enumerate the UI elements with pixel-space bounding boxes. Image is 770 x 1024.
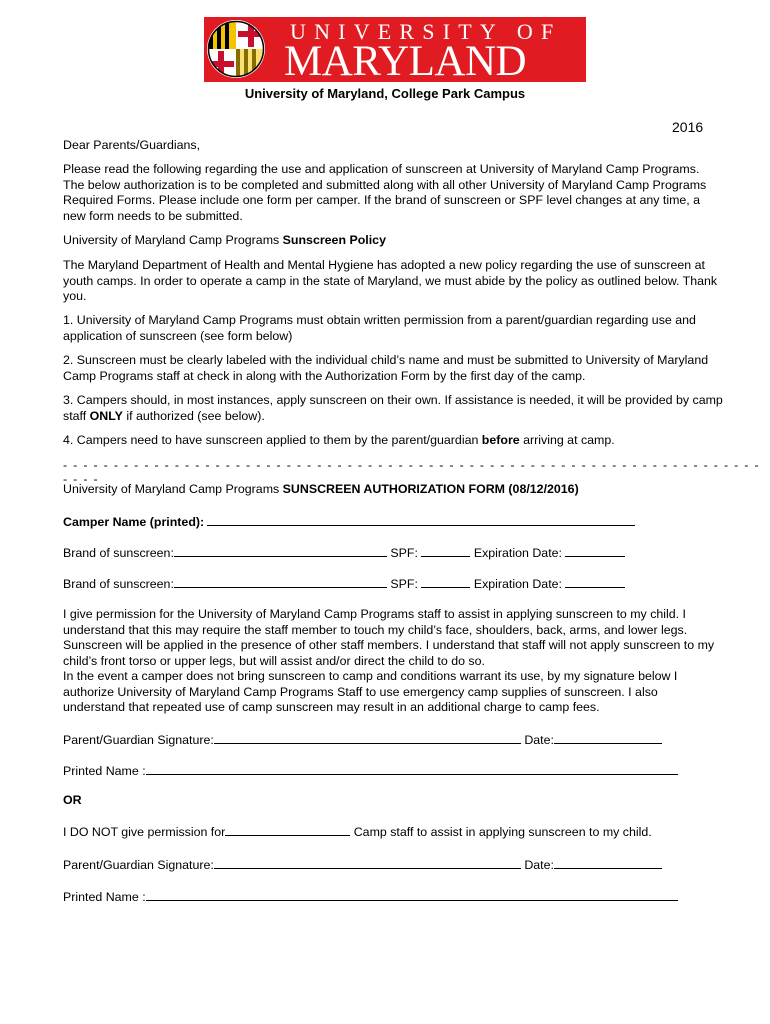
printed-name-row-1 xyxy=(63,763,678,780)
policy-item-4-tail: arriving at camp. xyxy=(519,433,615,447)
policy-heading-prefix: University of Maryland Camp Programs xyxy=(63,233,283,247)
policy-heading-bold: Sunscreen Policy xyxy=(282,233,386,247)
signature-row-1 xyxy=(63,732,662,749)
intro-paragraph: Please read the following regarding the use and application of sunscreen at University of Maryland Camp Programs. The below authorization is to be completed and submitted along with all other University of Maryland Camp Programs Required Forms. Please include one form per camper. If the brand of sunscreen or SPF level changes at any time, a new form needs to be submitted. xyxy=(63,162,707,223)
brand-field-1[interactable] xyxy=(174,545,387,557)
signature-row-2 xyxy=(63,857,662,874)
form-title-bold: SUNSCREEN AUTHORIZATION FORM (08/12/2016) xyxy=(282,482,579,496)
camper-name-field[interactable] xyxy=(207,514,635,526)
policy-item-4 xyxy=(63,433,615,449)
date-field-1[interactable] xyxy=(554,732,662,744)
policy-item-1: 1. University of Maryland Camp Programs must obtain written permission from a parent/guardian regarding use and application of sunscreen (see form below) xyxy=(63,313,696,343)
brand-label-1: Brand of sunscreen: xyxy=(63,546,174,560)
logo-text-main: MARYLAND xyxy=(284,38,527,82)
logo-text-top: UNIVERSITY OF xyxy=(290,19,562,44)
form-year: 2016 xyxy=(672,119,704,135)
policy-item-3-tail: if authorized (see below). xyxy=(122,408,265,423)
policy-item-3-bold: ONLY xyxy=(89,408,123,423)
brand-label-2: Brand of sunscreen: xyxy=(63,577,174,591)
brand-row-2 xyxy=(63,576,625,593)
signature-label-2: Parent/Guardian Signature: xyxy=(63,858,214,872)
date-label-1: Date: xyxy=(524,733,554,747)
form-title-prefix: University of Maryland Camp Programs xyxy=(63,482,283,496)
cut-line-separator: - - - - - - - - - - - - - - - - - - - - - - - - - - - - - - - - - - - - - - - - - - - - - - - - - - - - - - - - - - - - - - - - - - - - - - - - - xyxy=(63,458,760,486)
expiration-field-1[interactable] xyxy=(565,545,625,557)
policy-heading xyxy=(63,233,386,249)
emergency-paragraph: In the event a camper does not bring sunscreen to camp and conditions warrant its use, by my signature below I authorize University of Maryland Camp Programs Staff to use emergency camp supplies of sunscreen. I also understand that repeated use of camp sunscreen may result in an additional charge to camp fees. xyxy=(63,669,678,715)
no-permission-camp-field[interactable] xyxy=(225,824,350,836)
expiration-label-2: Expiration Date: xyxy=(473,577,562,591)
date-field-2[interactable] xyxy=(554,857,662,869)
policy-intro: The Maryland Department of Health and Mental Hygiene has adopted a new policy regarding the use of sunscreen at youth camps. In order to operate a camp in the state of Maryland, we must abide by the policy as outlined below. Thank you. xyxy=(63,258,718,304)
printed-name-row-2 xyxy=(63,889,678,906)
form-title xyxy=(63,482,579,498)
spf-field-1[interactable] xyxy=(421,545,470,557)
signature-field-2[interactable] xyxy=(214,857,521,869)
no-permission-row xyxy=(63,824,652,841)
signature-label-1: Parent/Guardian Signature: xyxy=(63,733,214,747)
permission-paragraph: I give permission for the University of Maryland Camp Programs staff to assist in applying sunscreen to my child. I understand that this may require the staff member to touch my child’s face, shoulders, back, arms, and lower legs. Sunscreen will be applied in the presence of other staff members. I understand that staff will not apply sunscreen to my child’s front torso or upper legs, but will assist and/or direct the child to do so. xyxy=(63,607,715,668)
camper-name-label: Camper Name (printed): xyxy=(63,515,205,529)
expiration-label-1: Expiration Date: xyxy=(473,546,562,560)
policy-item-2: 2. Sunscreen must be clearly labeled with the individual child’s name and must be submitted to University of Maryland Camp Programs staff at check in along with the Authorization Form by the first day of the camp. xyxy=(63,353,709,383)
printed-name-field-1[interactable] xyxy=(146,763,678,775)
greeting: Dear Parents/Guardians, xyxy=(63,138,201,152)
maryland-flag-seal-icon xyxy=(206,19,266,79)
brand-field-2[interactable] xyxy=(174,576,387,588)
signature-field-1[interactable] xyxy=(214,732,521,744)
camper-name-row xyxy=(63,514,635,531)
printed-name-label-2: Printed Name : xyxy=(63,890,146,904)
spf-label-2: SPF: xyxy=(390,577,418,591)
policy-item-3 xyxy=(63,393,723,424)
policy-item-3-text: 3. Campers should, in most instances, apply sunscreen on their own. If assistance is needed, it will be provided by camp staff xyxy=(63,393,723,423)
university-logo xyxy=(204,17,586,82)
expiration-field-2[interactable] xyxy=(565,576,625,588)
no-permission-text: I DO NOT give permission for xyxy=(63,825,226,839)
campus-title: University of Maryland, College Park Campus xyxy=(244,86,526,101)
printed-name-label-1: Printed Name : xyxy=(63,764,146,778)
no-permission-tail: Camp staff to assist in applying sunscreen to my child. xyxy=(350,825,652,839)
or-label: OR xyxy=(63,793,82,807)
policy-item-4-text: 4. Campers need to have sunscreen applied to them by the parent/guardian xyxy=(63,433,482,447)
printed-name-field-2[interactable] xyxy=(146,889,678,901)
brand-row-1 xyxy=(63,545,625,562)
date-label-2: Date: xyxy=(524,858,554,872)
spf-label-1: SPF: xyxy=(390,546,418,560)
spf-field-2[interactable] xyxy=(421,576,470,588)
policy-item-4-bold: before xyxy=(481,433,520,447)
